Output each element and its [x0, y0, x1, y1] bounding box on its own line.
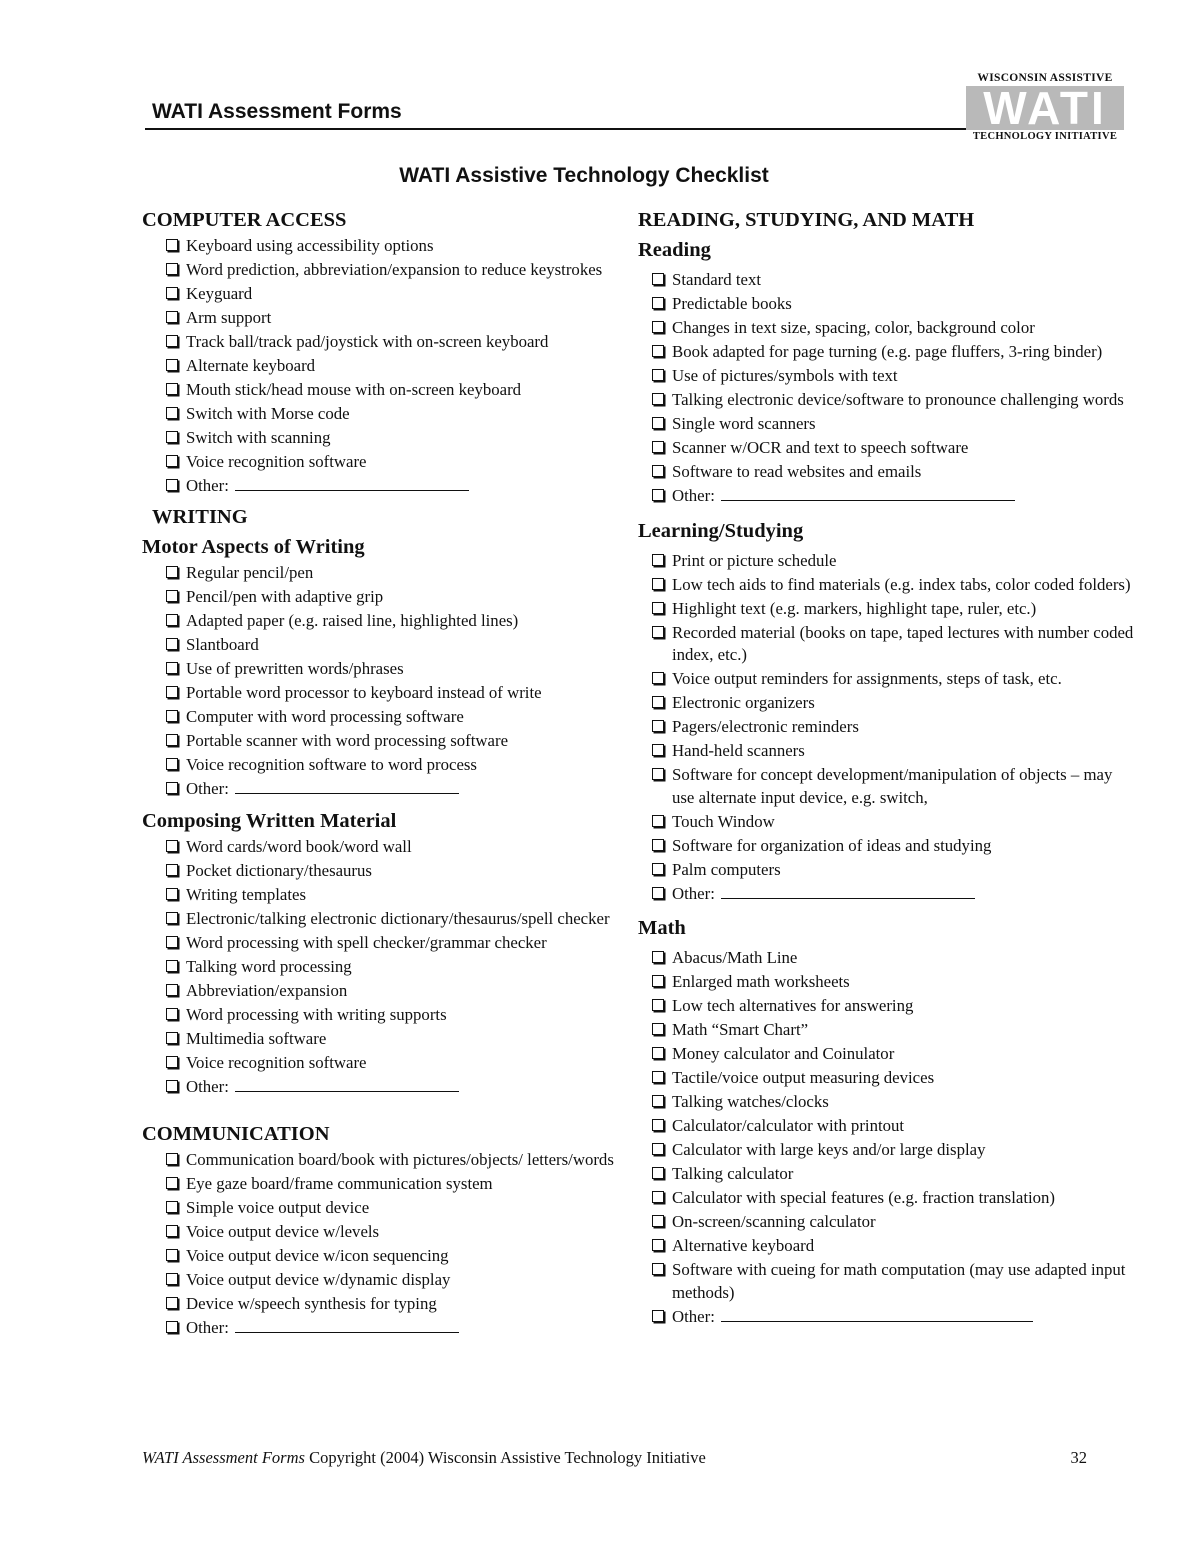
checklist-item[interactable]: [142, 836, 622, 859]
checklist-item-label: Eye gaze board/frame communication system: [186, 1173, 493, 1193]
reading-studying-math-heading: READING, STUDYING, AND MATH: [638, 209, 975, 231]
checklist-item[interactable]: [638, 389, 1138, 412]
document-title: WATI Assistive Technology Checklist: [399, 164, 769, 187]
checklist-item[interactable]: [142, 658, 622, 681]
checklist-item-label: Hand-held scanners: [672, 741, 805, 760]
checklist-item[interactable]: [142, 1221, 622, 1244]
checkbox-icon[interactable]: [166, 566, 178, 578]
checkbox-icon[interactable]: [652, 839, 664, 851]
checkbox-icon[interactable]: [166, 1056, 178, 1068]
checklist-item[interactable]: [638, 971, 1138, 994]
checklist-item-label: Changes in text size, spacing, color, background color: [672, 318, 1035, 337]
checklist-item-label: Voice output device w/levels: [186, 1221, 380, 1241]
checklist-item[interactable]: [142, 562, 622, 585]
checklist-item-label: On-screen/scanning calculator: [672, 1212, 876, 1231]
logo-top-text: WISCONSIN ASSISTIVE: [977, 72, 1113, 84]
checkbox-icon[interactable]: [166, 455, 178, 467]
checklist-item-label: Abbreviation/expansion: [186, 981, 348, 1000]
checklist-item[interactable]: [638, 413, 1138, 436]
checklist-item[interactable]: [142, 754, 622, 777]
logo-word: WATI: [983, 82, 1107, 134]
learning-studying-list: [638, 550, 1138, 906]
logo-bottom-text: TECHNOLOGY INITIATIVE: [972, 131, 1118, 142]
checklist-item-label: Abacus/Math Line: [672, 948, 798, 967]
checklist-item-label: Voice recognition software: [186, 1053, 367, 1072]
checklist-item[interactable]: [142, 1293, 622, 1316]
checklist-item[interactable]: [638, 317, 1138, 340]
header-rule: [145, 128, 967, 130]
checkbox-icon[interactable]: [652, 554, 664, 566]
checklist-item-label: Software for concept development/manipulation of objects – may use alternate input device, e.g. switch,: [672, 765, 1113, 807]
checklist-item-label: Software to read websites and emails: [672, 462, 922, 481]
checklist-item[interactable]: [142, 610, 622, 633]
checklist-item[interactable]: [638, 365, 1138, 388]
checkbox-icon[interactable]: [652, 1263, 664, 1275]
checklist-item-other[interactable]: [142, 475, 622, 498]
checkbox-icon[interactable]: [166, 936, 178, 948]
checklist-item-label: Calculator/calculator with printout: [672, 1116, 905, 1135]
checkbox-icon[interactable]: [166, 1321, 178, 1333]
checklist-item[interactable]: [142, 1149, 622, 1172]
checklist-item[interactable]: [638, 1163, 1138, 1186]
checklist-item-label: Standard text: [672, 270, 762, 289]
checklist-item-label: Palm computers: [672, 859, 781, 879]
checklist-item[interactable]: [638, 947, 1138, 970]
other-fill-in-blank[interactable]: [721, 884, 975, 899]
checklist-item[interactable]: [142, 932, 622, 955]
checkbox-icon[interactable]: [166, 1177, 178, 1189]
checklist-item[interactable]: [638, 1043, 1138, 1066]
checklist-item-label: Book adapted for page turning (e.g. page fluffers, 3-ring binder): [672, 342, 1103, 361]
checklist-item[interactable]: [638, 1211, 1138, 1234]
checklist-item[interactable]: [638, 1067, 1138, 1090]
checklist-item-other[interactable]: [142, 778, 622, 801]
checklist-item-label: Adapted paper (e.g. raised line, highlighted lines): [186, 610, 519, 630]
checklist-item[interactable]: [142, 283, 622, 306]
checklist-item-label: Portable scanner with word processing software: [186, 730, 509, 750]
checklist-item-label: Keyboard using accessibility options: [186, 236, 434, 255]
checklist-item-label: Enlarged math worksheets: [672, 972, 850, 991]
checkbox-icon[interactable]: [166, 888, 178, 900]
checkbox-icon[interactable]: [652, 465, 664, 477]
checklist-item[interactable]: [638, 995, 1138, 1018]
checklist-item[interactable]: [142, 730, 622, 753]
checkbox-icon[interactable]: [166, 782, 178, 794]
checklist-item-label: Recorded material (books on tape, taped lectures with number coded index, etc.): [672, 622, 1134, 664]
checklist-item-label: Slantboard: [186, 634, 259, 654]
checklist-item[interactable]: [638, 1019, 1138, 1042]
checklist-item-label: Predictable books: [672, 294, 792, 313]
checkbox-icon[interactable]: [166, 1008, 178, 1020]
checklist-item-label: Voice recognition software to word process: [186, 754, 477, 774]
checklist-item[interactable]: [142, 956, 622, 979]
checkbox-icon[interactable]: [652, 768, 664, 780]
checklist-item-label: Voice output device w/dynamic display: [186, 1269, 451, 1289]
checklist-item[interactable]: [638, 1139, 1138, 1162]
right-column: [638, 205, 1138, 1330]
checklist-item-label: Low tech alternatives for answering: [672, 996, 914, 1015]
checklist-item[interactable]: [142, 1245, 622, 1268]
checklist-item-label: Keyguard: [186, 284, 253, 303]
motor-aspects-heading: Motor Aspects of Writing: [142, 535, 365, 558]
checkbox-icon[interactable]: [166, 960, 178, 972]
checklist-item[interactable]: [638, 574, 1138, 597]
checklist-item-label: Electronic/talking electronic dictionary/thesaurus/spell checker: [186, 909, 610, 928]
math-heading: Math: [638, 917, 686, 939]
checkbox-icon[interactable]: [652, 1119, 664, 1131]
checklist-item[interactable]: [142, 427, 622, 450]
checklist-item-label: Switch with scanning: [186, 428, 331, 447]
checklist-item[interactable]: [638, 1187, 1138, 1210]
checklist-item-label: Talking electronic device/software to pronounce challenging words: [672, 390, 1124, 409]
checkbox-icon[interactable]: [652, 1095, 664, 1107]
checkbox-icon[interactable]: [652, 297, 664, 309]
learning-studying-heading: Learning/Studying: [638, 519, 804, 542]
checklist-item[interactable]: [142, 1052, 622, 1075]
checkbox-icon[interactable]: [166, 1273, 178, 1285]
checklist-item-label: Math “Smart Chart”: [672, 1020, 809, 1039]
checkbox-icon[interactable]: [166, 1153, 178, 1165]
checkbox-icon[interactable]: [652, 1239, 664, 1251]
checklist-item[interactable]: [142, 235, 622, 258]
checkbox-icon[interactable]: [166, 359, 178, 371]
checklist-item-label: Print or picture schedule: [672, 550, 837, 570]
checklist-item[interactable]: [638, 692, 1138, 715]
checkbox-icon[interactable]: [652, 1167, 664, 1179]
checkbox-icon[interactable]: [166, 407, 178, 419]
checklist-item[interactable]: [638, 1259, 1138, 1304]
checklist-item[interactable]: [638, 1115, 1138, 1138]
communication-list: [142, 1149, 622, 1340]
checkbox-icon[interactable]: [652, 417, 664, 429]
checklist-item[interactable]: [638, 1091, 1138, 1114]
footer-copyright: Copyright (2004) Wisconsin Assistive Technology Initiative: [304, 1448, 706, 1467]
checklist-item-label: Switch with Morse code: [186, 404, 350, 423]
checkbox-icon[interactable]: [652, 393, 664, 405]
checkbox-icon[interactable]: [166, 263, 178, 275]
checkbox-icon[interactable]: [652, 345, 664, 357]
checklist-item[interactable]: [638, 461, 1138, 484]
checklist-item-label: Voice output device w/icon sequencing: [186, 1245, 449, 1265]
checkbox-icon[interactable]: [166, 1201, 178, 1213]
checklist-item-label: Talking word processing: [186, 957, 352, 976]
checklist-item[interactable]: [142, 307, 622, 330]
checkbox-icon[interactable]: [652, 1023, 664, 1035]
checklist-item-label: Communication board/book with pictures/objects/ letters/words: [186, 1149, 614, 1169]
other-fill-in-blank[interactable]: [235, 1077, 459, 1092]
left-column: [142, 205, 622, 1341]
checklist-item-other[interactable]: [142, 1317, 622, 1340]
checklist-item[interactable]: [638, 811, 1138, 834]
checkbox-icon[interactable]: [166, 383, 178, 395]
checklist-item-label: Word processing with writing supports: [186, 1005, 447, 1024]
checklist-item[interactable]: [142, 682, 622, 705]
checklist-item[interactable]: [142, 706, 622, 729]
checkbox-icon[interactable]: [652, 720, 664, 732]
checkbox-icon[interactable]: [652, 273, 664, 285]
checkbox-icon[interactable]: [652, 696, 664, 708]
checklist-item[interactable]: [638, 341, 1138, 364]
checklist-item[interactable]: [142, 451, 622, 474]
checklist-item-other[interactable]: [638, 1306, 1138, 1329]
checklist-item-label: Software for organization of ideas and studying: [672, 835, 992, 855]
checkbox-icon[interactable]: [652, 863, 664, 875]
checklist-item-label: Calculator with special features (e.g. fraction translation): [672, 1188, 1056, 1207]
page-number: 32: [1070, 1448, 1087, 1467]
checklist-item-label: Computer with word processing software: [186, 706, 464, 726]
checklist-item-label: Pagers/electronic reminders: [672, 717, 859, 736]
checklist-item[interactable]: [638, 622, 1138, 667]
checklist-item[interactable]: [142, 1173, 622, 1196]
checklist-item-label: Talking watches/clocks: [672, 1092, 829, 1111]
checklist-item[interactable]: [142, 980, 622, 1003]
other-label: Other:: [186, 476, 229, 495]
checklist-item[interactable]: [638, 437, 1138, 460]
checkbox-icon[interactable]: [652, 1191, 664, 1203]
checklist-item[interactable]: [142, 586, 622, 609]
other-fill-in-blank[interactable]: [235, 1318, 459, 1333]
checkbox-icon[interactable]: [166, 1032, 178, 1044]
checklist-item[interactable]: [638, 835, 1138, 858]
checklist-item-label: Arm support: [186, 308, 272, 327]
checkbox-icon[interactable]: [166, 1297, 178, 1309]
checklist-item-other[interactable]: [638, 485, 1138, 508]
checklist-item-label: Portable word processor to keyboard instead of write: [186, 682, 542, 702]
page-footer: [142, 1448, 1087, 1468]
checkbox-icon[interactable]: [166, 1225, 178, 1237]
checklist-item[interactable]: [142, 379, 622, 402]
other-fill-in-blank[interactable]: [235, 476, 469, 491]
other-fill-in-blank[interactable]: [235, 779, 459, 794]
checkbox-icon[interactable]: [166, 590, 178, 602]
checklist-item[interactable]: [638, 293, 1138, 316]
checklist-item[interactable]: [638, 716, 1138, 739]
other-label: Other:: [672, 486, 715, 505]
checklist-item-label: Mouth stick/head mouse with on-screen keyboard: [186, 380, 522, 399]
checklist-item-label: Scanner w/OCR and text to speech software: [672, 438, 969, 457]
checklist-item-label: Touch Window: [672, 811, 775, 831]
checklist-item-label: Pencil/pen with adaptive grip: [186, 586, 384, 606]
checklist-item[interactable]: [638, 859, 1138, 882]
checkbox-icon[interactable]: [652, 369, 664, 381]
checklist-item[interactable]: [638, 740, 1138, 763]
checkbox-icon[interactable]: [166, 479, 178, 491]
checkbox-icon[interactable]: [166, 912, 178, 924]
math-list: [638, 947, 1138, 1328]
checklist-item-label: Word processing with spell checker/grammar checker: [186, 933, 547, 952]
other-label: Other:: [672, 1306, 715, 1326]
computer-access-list: [142, 235, 622, 498]
checklist-item[interactable]: [142, 634, 622, 657]
checkbox-icon[interactable]: [166, 1080, 178, 1092]
checkbox-icon[interactable]: [652, 626, 664, 638]
checklist-item[interactable]: [638, 550, 1138, 573]
checkbox-icon[interactable]: [652, 1143, 664, 1155]
checklist-item[interactable]: [638, 269, 1138, 292]
composing-heading: Composing Written Material: [142, 810, 397, 832]
checkbox-icon[interactable]: [652, 578, 664, 590]
checkbox-icon[interactable]: [166, 984, 178, 996]
other-label: Other:: [186, 1077, 229, 1096]
checkbox-icon[interactable]: [166, 638, 178, 650]
checklist-item-label: Pocket dictionary/thesaurus: [186, 861, 372, 880]
checkbox-icon[interactable]: [652, 815, 664, 827]
checklist-item-label: Simple voice output device: [186, 1197, 370, 1217]
checklist-item[interactable]: [142, 908, 622, 931]
checklist-item-label: Writing templates: [186, 885, 307, 904]
checklist-item-label: Use of prewritten words/phrases: [186, 658, 404, 678]
checklist-item-label: Multimedia software: [186, 1029, 327, 1048]
checklist-item-label: Voice recognition software: [186, 452, 367, 471]
checklist-item-label: Word prediction, abbreviation/expansion to reduce keystrokes: [186, 260, 603, 279]
checklist-item-label: Use of pictures/symbols with text: [672, 366, 898, 385]
checklist-item-label: Low tech aids to find materials (e.g. index tabs, color coded folders): [672, 574, 1131, 594]
page-header-title: WATI Assessment Forms: [152, 100, 402, 123]
checklist-item[interactable]: [638, 598, 1138, 621]
checklist-item-label: Calculator with large keys and/or large display: [672, 1140, 986, 1159]
checkbox-icon[interactable]: [166, 614, 178, 626]
checkbox-icon[interactable]: [652, 744, 664, 756]
checkbox-icon[interactable]: [652, 887, 664, 899]
checklist-item-label: Alternative keyboard: [672, 1236, 815, 1255]
other-label: Other:: [672, 883, 715, 903]
checklist-item[interactable]: [142, 884, 622, 907]
checkbox-icon[interactable]: [166, 864, 178, 876]
checklist-item[interactable]: [638, 668, 1138, 691]
checkbox-icon[interactable]: [166, 710, 178, 722]
checklist-item-label: Alternate keyboard: [186, 356, 316, 375]
checkbox-icon[interactable]: [652, 951, 664, 963]
checklist-item-label: Track ball/track pad/joystick with on-screen keyboard: [186, 332, 549, 351]
checkbox-icon[interactable]: [166, 335, 178, 347]
checkbox-icon[interactable]: [652, 672, 664, 684]
footer-italic-title: WATI Assessment Forms: [142, 1448, 305, 1467]
checkbox-icon[interactable]: [652, 1215, 664, 1227]
checklist-item-label: Electronic organizers: [672, 693, 815, 712]
computer-access-heading: COMPUTER ACCESS: [142, 209, 347, 231]
checkbox-icon[interactable]: [166, 239, 178, 251]
checkbox-icon[interactable]: [166, 662, 178, 674]
checkbox-icon[interactable]: [166, 734, 178, 746]
checklist-item-label: Regular pencil/pen: [186, 562, 314, 582]
checklist-item-label: Voice output reminders for assignments, steps of task, etc.: [672, 669, 1062, 688]
checkbox-icon[interactable]: [166, 840, 178, 852]
composing-list: [142, 836, 622, 1099]
checkbox-icon[interactable]: [652, 1071, 664, 1083]
checklist-item[interactable]: [638, 1235, 1138, 1258]
wati-logo: [964, 72, 1126, 144]
reading-heading: Reading: [638, 239, 711, 261]
checkbox-icon[interactable]: [652, 441, 664, 453]
reading-list: [638, 269, 1138, 508]
checklist-item[interactable]: [142, 403, 622, 426]
checklist-item-label: Device w/speech synthesis for typing: [186, 1293, 437, 1313]
checkbox-icon[interactable]: [652, 489, 664, 501]
checklist-item-label: Software with cueing for math computation (may use adapted input methods): [672, 1260, 1126, 1302]
motor-aspects-list: [142, 562, 622, 801]
checklist-item[interactable]: [142, 355, 622, 378]
checkbox-icon[interactable]: [166, 758, 178, 770]
checklist-item[interactable]: [638, 764, 1138, 809]
checklist-item-label: Tactile/voice output measuring devices: [672, 1068, 935, 1087]
checklist-item-label: Single word scanners: [672, 414, 816, 433]
checklist-item[interactable]: [142, 1004, 622, 1027]
checkbox-icon[interactable]: [652, 1047, 664, 1059]
checkbox-icon[interactable]: [652, 321, 664, 333]
other-label: Other:: [186, 1317, 229, 1337]
checkbox-icon[interactable]: [166, 311, 178, 323]
other-label: Other:: [186, 778, 229, 798]
checklist-item-other[interactable]: [638, 883, 1138, 906]
checklist-item-label: Talking calculator: [672, 1164, 794, 1183]
checkbox-icon[interactable]: [652, 999, 664, 1011]
checkbox-icon[interactable]: [166, 686, 178, 698]
checklist-item[interactable]: [142, 259, 622, 282]
checklist-item[interactable]: [142, 1269, 622, 1292]
other-fill-in-blank[interactable]: [721, 1307, 1033, 1322]
checklist-item-label: Money calculator and Coinulator: [672, 1044, 895, 1063]
checkbox-icon[interactable]: [652, 602, 664, 614]
checklist-item[interactable]: [142, 860, 622, 883]
checklist-item-label: Highlight text (e.g. markers, highlight tape, ruler, etc.): [672, 598, 1037, 618]
checklist-item-other[interactable]: [142, 1076, 622, 1099]
checklist-item-label: Word cards/word book/word wall: [186, 837, 412, 856]
checkbox-icon[interactable]: [652, 975, 664, 987]
writing-heading: WRITING: [152, 505, 248, 528]
checkbox-icon[interactable]: [166, 1249, 178, 1261]
communication-heading: COMMUNICATION: [142, 1122, 330, 1145]
other-fill-in-blank[interactable]: [721, 486, 1015, 501]
checkbox-icon[interactable]: [166, 431, 178, 443]
checkbox-icon[interactable]: [166, 287, 178, 299]
checklist-item[interactable]: [142, 1028, 622, 1051]
checkbox-icon[interactable]: [652, 1310, 664, 1322]
checklist-item[interactable]: [142, 1197, 622, 1220]
checklist-item[interactable]: [142, 331, 622, 354]
